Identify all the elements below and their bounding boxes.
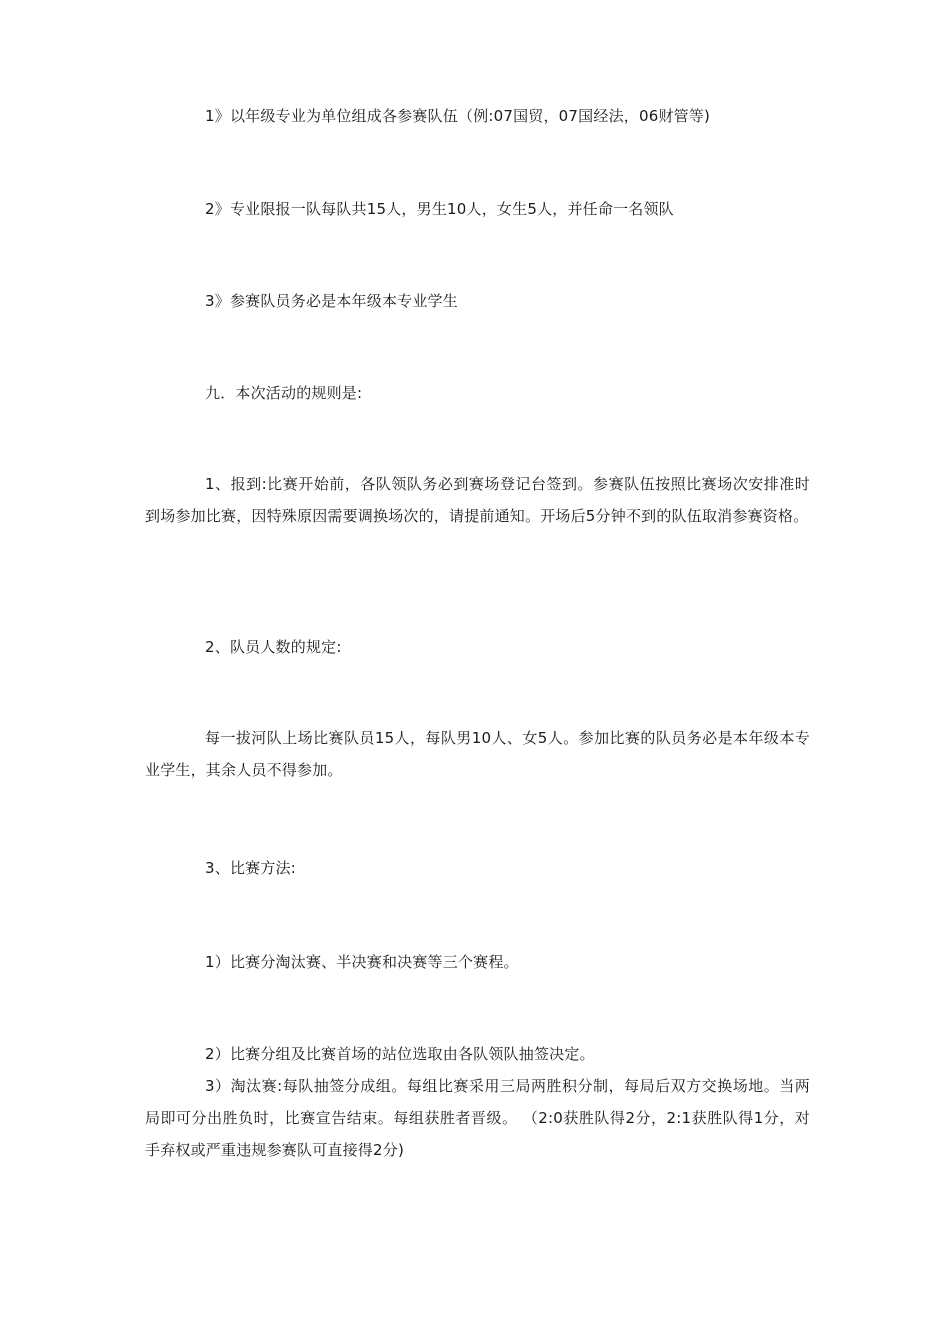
- paragraph-team-eligibility: 3》参赛队员务必是本年级本专业学生: [205, 292, 458, 310]
- paragraph-method-draw: 2）比赛分组及比赛首场的站位选取由各队领队抽签决定。: [205, 1045, 595, 1063]
- section-heading-rules: 九．本次活动的规则是:: [205, 384, 363, 402]
- paragraph-method-stages: 1）比赛分淘汰赛、半决赛和决赛等三个赛程。: [205, 953, 519, 971]
- paragraph-team-size: 2》专业限报一队每队共15人，男生10人，女生5人，并任命一名领队: [205, 200, 674, 218]
- paragraph-headcount-rule: 每一拔河队上场比赛队员15人，每队男10人、女5人。参加比赛的队员务必是本年级本专业学生，其余人员不得参加。: [145, 729, 810, 779]
- paragraph-registration: 1、报到:比赛开始前，各队领队务必到赛场登记台签到。参赛队伍按照比赛场次安排准时到场参加比赛，因特殊原因需要调换场次的，请提前通知。开场后5分钟不到的队伍取消参赛资格。: [145, 475, 810, 525]
- paragraph-team-formation: 1》以年级专业为单位组成各参赛队伍（例:07国贸，07国经法，06财管等): [205, 107, 711, 125]
- paragraph-method-heading: 3、比赛方法:: [205, 859, 296, 877]
- paragraph-method-elimination: 3）淘汰赛:每队抽签分成组。每组比赛采用三局两胜积分制，每局后双方交换场地。当两局即可分出胜负时，比赛宣告结束。每组获胜者晋级。 （2:0获胜队得2分，2:1获胜队得1分，对手弃权或严重违规参赛队可直接得2分): [145, 1077, 810, 1159]
- paragraph-headcount-heading: 2、队员人数的规定:: [205, 638, 342, 656]
